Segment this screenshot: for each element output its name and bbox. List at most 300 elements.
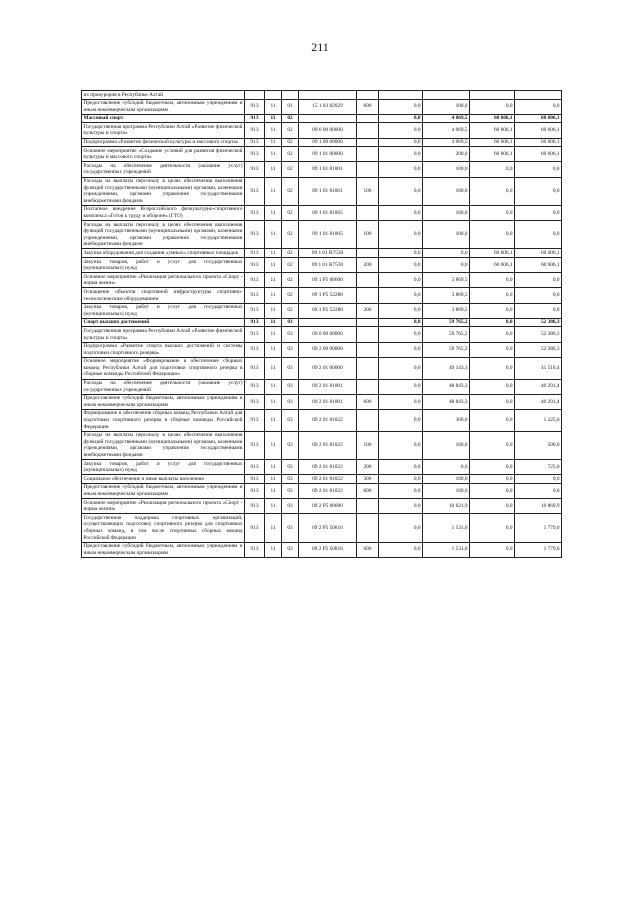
amount-col-3: 0,0 (470, 99, 515, 114)
amount-col-4: 52 386,3 (515, 318, 562, 327)
ministry-code: 913 (245, 221, 265, 249)
expense-type-code (357, 162, 379, 177)
subsection-code: 03 (282, 475, 299, 484)
amount-col-3: 0,0 (470, 162, 515, 177)
budget-item-name: Расходы на выплаты персоналу в целях обеспечения выполнения функций государственными (муниципальными) органами, казенными учреждениями, органами управления государственными внебюджетными фондами (83, 221, 243, 248)
expense-type-code (357, 205, 379, 220)
budget-item-name: Расходы на выплаты персоналу в целях обеспечения выполнения функций государственными (муниципальными) органами, казенными учреждениями, органами управления государственными внебюджетными фондами (83, 178, 243, 204)
expense-type-code: 200 (357, 258, 379, 273)
amount-col-4: 500,0 (515, 431, 562, 459)
amount-col-1: 0,0 (379, 514, 423, 542)
amount-col-1: 0,0 (379, 379, 423, 394)
target-article-code: 09 2 01 81022 (299, 431, 357, 459)
amount-col-4: 0,0 (515, 475, 562, 484)
table-row (82, 394, 562, 409)
amount-col-2: 49 143,3 (423, 357, 470, 379)
amount-col-3: 60 606,1 (470, 138, 515, 147)
ministry-code: 913 (245, 114, 265, 123)
ministry-code: 913 (245, 499, 265, 514)
budget-item-name: Спорт высших достижений (82, 318, 245, 327)
amount-col-1: 0,0 (379, 221, 423, 249)
section-code: 11 (265, 342, 282, 357)
table-row (82, 114, 562, 123)
section-code: 11 (265, 475, 282, 484)
ministry-code: 913 (245, 249, 265, 258)
amount-col-3: 0,0 (470, 394, 515, 409)
target-article-code: 09 2 01 81001 (299, 394, 357, 409)
section-code: 11 (265, 99, 282, 114)
amount-col-4: 52 386,3 (515, 342, 562, 357)
ministry-code: 913 (245, 460, 265, 475)
target-article-code: 09 1 P5 52280 (299, 303, 357, 318)
subsection-code: 03 (282, 460, 299, 475)
table-row (82, 249, 562, 258)
ministry-code: 913 (245, 318, 265, 327)
amount-col-4: 0,0 (515, 99, 562, 114)
table-row (82, 91, 562, 100)
section-code: 11 (265, 483, 282, 498)
target-article-code: 09 2 P5 00000 (299, 499, 357, 514)
subsection-code: 02 (282, 138, 299, 147)
ministry-code (245, 91, 265, 100)
amount-col-4: 41 516,4 (515, 357, 562, 379)
expense-type-code (357, 249, 379, 258)
amount-col-4: 60 606,1 (515, 138, 562, 147)
amount-col-4: 60 606,1 (515, 123, 562, 138)
amount-col-4: 1 779,0 (515, 542, 562, 557)
ministry-code: 913 (245, 162, 265, 177)
amount-col-3: 0,0 (470, 273, 515, 288)
amount-col-3: 0,0 (470, 342, 515, 357)
amount-col-2: 100,0 (423, 221, 470, 249)
expense-type-code: 600 (357, 542, 379, 557)
expense-type-code: 600 (357, 483, 379, 498)
amount-col-2: 59 765,2 (423, 327, 470, 342)
amount-col-1: 0,0 (379, 99, 423, 114)
target-article-code: 09 1 P5 00000 (299, 273, 357, 288)
budget-item-name: Расходы на выплаты персоналу в целях обеспечения выполнения функций государственными (муниципальными) органами, казенными учреждениями, органами управления государственными внебюджетными фондами (83, 432, 243, 458)
budget-item-name: Расходы на обеспечение деятельности (оказание услуг) государственных учреждений (83, 162, 243, 176)
amount-col-4: 725,0 (515, 460, 562, 475)
target-article-code (299, 91, 357, 100)
amount-col-4 (515, 91, 562, 100)
table-row (82, 147, 562, 162)
expense-type-code (357, 327, 379, 342)
table-row (82, 475, 562, 484)
amount-col-3: 0,0 (470, 499, 515, 514)
amount-col-1 (379, 91, 423, 100)
amount-col-1: 0,0 (379, 205, 423, 220)
subsection-code: 02 (282, 221, 299, 249)
amount-col-2: 100,0 (423, 162, 470, 177)
budget-item-name: Оснащение объектов спортивной инфраструктуры спортивно-технологическим оборудованием (83, 288, 243, 302)
target-article-code (299, 114, 357, 123)
expense-type-code (357, 357, 379, 379)
amount-col-1: 0,0 (379, 288, 423, 303)
subsection-code: 02 (282, 303, 299, 318)
budget-item-name: Подпрограмма «Развитие физической культуры и массового спорта» (82, 138, 245, 147)
amount-col-2: 300,0 (423, 409, 470, 431)
table-row (82, 483, 562, 498)
budget-table (81, 90, 562, 558)
amount-col-3: 60 606,1 (470, 147, 515, 162)
ministry-code: 913 (245, 99, 265, 114)
ministry-code: 913 (245, 177, 265, 205)
target-article-code: 09 2 00 00000 (299, 342, 357, 357)
amount-col-4: 0,0 (515, 177, 562, 205)
subsection-code: 03 (282, 394, 299, 409)
subsection-code: 02 (282, 177, 299, 205)
section-code: 11 (265, 318, 282, 327)
subsection-code: 03 (282, 342, 299, 357)
expense-type-code (357, 123, 379, 138)
amount-col-3: 0,0 (470, 460, 515, 475)
amount-col-3 (470, 91, 515, 100)
amount-col-1: 0,0 (379, 483, 423, 498)
amount-col-2: 100,0 (423, 475, 470, 484)
section-code: 11 (265, 460, 282, 475)
subsection-code: 03 (282, 357, 299, 379)
subsection-code: 03 (282, 499, 299, 514)
amount-col-2: 48 843,3 (423, 379, 470, 394)
ministry-code: 913 (245, 409, 265, 431)
amount-col-1: 0,0 (379, 273, 423, 288)
section-code: 11 (265, 221, 282, 249)
subsection-code: 02 (282, 249, 299, 258)
table-row (82, 99, 562, 114)
budget-item-name: Основное мероприятие «Создание условий для развития физической культуры и массового спорта» (83, 147, 243, 161)
amount-col-2: 100,0 (423, 177, 470, 205)
amount-col-3: 0,0 (470, 221, 515, 249)
table-row (82, 357, 562, 379)
section-code: 11 (265, 138, 282, 147)
section-code: 11 (265, 123, 282, 138)
amount-col-1: 0,0 (379, 258, 423, 273)
ministry-code: 913 (245, 483, 265, 498)
ministry-code: 913 (245, 303, 265, 318)
subsection-code: 03 (282, 514, 299, 542)
expense-type-code: 100 (357, 221, 379, 249)
subsection-code (282, 91, 299, 100)
table-row (82, 138, 562, 147)
target-article-code: 09 0 00 00000 (299, 123, 357, 138)
ministry-code: 913 (245, 394, 265, 409)
table-row (82, 342, 562, 357)
amount-col-4: 0,0 (515, 483, 562, 498)
target-article-code (299, 318, 357, 327)
target-article-code: 09 1 01 81001 (299, 177, 357, 205)
budget-item-name: Основное мероприятие «Формирование и обеспечение сборных команд Республики Алтай для подготовки спортивного резерва в сборные команды Российской Федерации» (83, 358, 243, 378)
subsection-code: 02 (282, 162, 299, 177)
amount-col-3: 0,0 (470, 205, 515, 220)
expense-type-code (357, 342, 379, 357)
table-row (82, 162, 562, 177)
ministry-code: 913 (245, 273, 265, 288)
amount-col-2: 59 765,2 (423, 318, 470, 327)
table-row (82, 514, 562, 542)
amount-col-1: 0,0 (379, 249, 423, 258)
target-article-code: 09 1 01 R7530 (299, 258, 357, 273)
subsection-code: 03 (282, 483, 299, 498)
amount-col-3: 0,0 (470, 514, 515, 542)
amount-col-2: 100,0 (423, 483, 470, 498)
amount-col-4: 40 291,4 (515, 394, 562, 409)
ministry-code: 913 (245, 357, 265, 379)
section-code: 11 (265, 357, 282, 379)
target-article-code: 09 1 01 81005 (299, 205, 357, 220)
subsection-code: 02 (282, 123, 299, 138)
table-row (82, 379, 562, 394)
amount-col-3: 0,0 (470, 379, 515, 394)
section-code: 11 (265, 379, 282, 394)
expense-type-code (357, 499, 379, 514)
amount-col-3: 0,0 (470, 431, 515, 459)
expense-type-code: 100 (357, 177, 379, 205)
amount-col-2: 48 843,3 (423, 394, 470, 409)
amount-col-2: 100,0 (423, 205, 470, 220)
budget-item-name: Расходы на обеспечение деятельности (оказание услуг) государственных учреждений (83, 380, 243, 393)
target-article-code: 09 1 01 R7530 (299, 249, 357, 258)
amount-col-4: 0,0 (515, 288, 562, 303)
table-row (82, 303, 562, 318)
table-row (82, 318, 562, 327)
table-row (82, 409, 562, 431)
section-code: 11 (265, 431, 282, 459)
section-code: 11 (265, 288, 282, 303)
expense-type-code (357, 114, 379, 123)
table-row (82, 460, 562, 475)
target-article-code: 09 2 01 81022 (299, 409, 357, 431)
amount-col-4: 0,0 (515, 273, 562, 288)
amount-col-1: 0,0 (379, 147, 423, 162)
budget-item-name: Социальное обеспечение и иные выплаты населению (82, 475, 245, 484)
amount-col-2: 0,0 (423, 460, 470, 475)
amount-col-1: 0,0 (379, 460, 423, 475)
amount-col-2: 4 069,5 (423, 123, 470, 138)
budget-item-name: Поэтапное внедрение Всероссийского физкультурно-спортивного комплекса «Готов к труду и обороне» (ГТО) (83, 206, 243, 219)
section-code: 11 (265, 409, 282, 431)
subsection-code: 01 (282, 99, 299, 114)
subsection-code: 02 (282, 258, 299, 273)
ministry-code: 913 (245, 475, 265, 484)
amount-col-1: 0,0 (379, 162, 423, 177)
subsection-code: 02 (282, 205, 299, 220)
amount-col-1: 0,0 (379, 303, 423, 318)
amount-col-4: 10 869,9 (515, 499, 562, 514)
table-row (82, 273, 562, 288)
amount-col-2: 3 869,5 (423, 303, 470, 318)
amount-col-2: 10 621,9 (423, 499, 470, 514)
expense-type-code: 600 (357, 99, 379, 114)
amount-col-3: 0,0 (470, 303, 515, 318)
amount-col-2 (423, 91, 470, 100)
amount-col-3: 0,0 (470, 357, 515, 379)
section-code: 11 (265, 514, 282, 542)
expense-type-code (357, 91, 379, 100)
expense-type-code: 200 (357, 303, 379, 318)
table-row (82, 258, 562, 273)
target-article-code: 09 2 01 81022 (299, 483, 357, 498)
table-row (82, 221, 562, 249)
budget-item-name: Предоставление субсидий бюджетным, автономным учреждениям и иным некоммерческим организациям (83, 543, 243, 556)
subsection-code: 03 (282, 542, 299, 557)
amount-col-3: 60 606,1 (470, 249, 515, 258)
subsection-code: 02 (282, 114, 299, 123)
amount-col-3: 0,0 (470, 475, 515, 484)
section-code: 11 (265, 114, 282, 123)
budget-item-name: Закупка товаров, работ и услуг для государственных (муниципальных) нужд (83, 258, 243, 272)
target-article-code: 09 1 01 81005 (299, 221, 357, 249)
amount-col-1: 0,0 (379, 318, 423, 327)
amount-col-1: 0,0 (379, 431, 423, 459)
table-row (82, 499, 562, 514)
amount-col-1: 0,0 (379, 342, 423, 357)
target-article-code: 09 2 01 81001 (299, 379, 357, 394)
amount-col-3: 60 606,1 (470, 258, 515, 273)
table-row (82, 327, 562, 342)
expense-type-code (357, 409, 379, 431)
subsection-code: 03 (282, 409, 299, 431)
expense-type-code (357, 138, 379, 147)
amount-col-4: 60 606,1 (515, 249, 562, 258)
amount-col-2: 0,0 (423, 249, 470, 258)
subsection-code: 03 (282, 379, 299, 394)
page-number: 211 (311, 40, 329, 54)
ministry-code: 913 (245, 258, 265, 273)
amount-col-2: 100,0 (423, 99, 470, 114)
expense-type-code: 600 (357, 394, 379, 409)
ministry-code: 913 (245, 431, 265, 459)
budget-item-name: Массовый спорт (82, 114, 245, 123)
ministry-code: 913 (245, 138, 265, 147)
target-article-code: 09 1 00 00000 (299, 138, 357, 147)
amount-col-1: 0,0 (379, 475, 423, 484)
amount-col-2: 200,0 (423, 147, 470, 162)
budget-item-name: Предоставление субсидий бюджетным, автономным учреждениям и иным некоммерческим организациям (83, 395, 243, 408)
table-row (82, 288, 562, 303)
section-code: 11 (265, 542, 282, 557)
amount-col-3: 0,0 (470, 177, 515, 205)
amount-col-4: 1 779,0 (515, 514, 562, 542)
amount-col-2: 1 531,0 (423, 514, 470, 542)
expense-type-code: 100 (357, 431, 379, 459)
section-code: 11 (265, 205, 282, 220)
amount-col-1: 0,0 (379, 123, 423, 138)
expense-type-code (357, 288, 379, 303)
section-code: 11 (265, 499, 282, 514)
budget-item-name: их прокуроров в Республике Алтай (82, 91, 245, 100)
budget-item-name: Предоставление субсидий бюджетным, автономным учреждениям и иным некоммерческим организациям (83, 100, 243, 113)
table-row (82, 177, 562, 205)
section-code: 11 (265, 327, 282, 342)
amount-col-3: 0,0 (470, 483, 515, 498)
section-code (265, 91, 282, 100)
section-code: 11 (265, 249, 282, 258)
amount-col-1: 0,0 (379, 542, 423, 557)
budget-item-name: Подпрограмма «Развитие спорта высших достижений и системы подготовки спортивного резерва» (83, 343, 243, 356)
subsection-code: 03 (282, 431, 299, 459)
subsection-code: 02 (282, 147, 299, 162)
expense-type-code (357, 514, 379, 542)
amount-col-2: 4 069,5 (423, 138, 470, 147)
target-article-code: 09 2 P5 50810 (299, 542, 357, 557)
amount-col-4: 60 606,1 (515, 114, 562, 123)
amount-col-2: 59 765,2 (423, 342, 470, 357)
amount-col-3: 0,0 (470, 327, 515, 342)
amount-col-4: 1 225,0 (515, 409, 562, 431)
expense-type-code (357, 147, 379, 162)
amount-col-1: 0,0 (379, 177, 423, 205)
expense-type-code: 200 (357, 460, 379, 475)
subsection-code: 02 (282, 273, 299, 288)
target-article-code: 09 2 01 81022 (299, 475, 357, 484)
ministry-code: 913 (245, 542, 265, 557)
amount-col-2: 0,0 (423, 258, 470, 273)
amount-col-4: 0,0 (515, 162, 562, 177)
budget-item-name: Закупка товаров, работ и услуг для государственных (муниципальных) нужд (83, 460, 243, 474)
target-article-code: 15 1 03 82029 (299, 99, 357, 114)
target-article-code: 09 2 01 00000 (299, 357, 357, 379)
amount-col-3: 0,0 (470, 409, 515, 431)
ministry-code: 913 (245, 342, 265, 357)
amount-col-4: 40 291,4 (515, 379, 562, 394)
target-article-code: 09 0 00 00000 (299, 327, 357, 342)
ministry-code: 913 (245, 288, 265, 303)
budget-item-name: Закупка оборудования для создания «умных» спортивных площадок (82, 249, 245, 258)
budget-item-name: Государственная программа Республики Алтай «Развитие физической культуры и спорта» (83, 327, 243, 341)
budget-item-name: Основное мероприятие «Реализация регионального проекта «Спорт - норма жизни» (83, 273, 243, 287)
expense-type-code (357, 273, 379, 288)
amount-col-1: 0,0 (379, 394, 423, 409)
section-code: 11 (265, 147, 282, 162)
ministry-code: 913 (245, 327, 265, 342)
amount-col-4: 60 606,1 (515, 147, 562, 162)
target-article-code: 09 1 01 00000 (299, 147, 357, 162)
amount-col-3: 0,0 (470, 318, 515, 327)
ministry-code: 913 (245, 123, 265, 138)
budget-item-name: Государственная программа Республики Алтай «Развитие физической культуры и спорта» (83, 123, 243, 137)
amount-col-3: 0,0 (470, 288, 515, 303)
amount-col-2: 100,0 (423, 431, 470, 459)
amount-col-1: 0,0 (379, 327, 423, 342)
budget-table-body (82, 91, 562, 558)
section-code: 11 (265, 303, 282, 318)
amount-col-4: 0,0 (515, 205, 562, 220)
section-code: 11 (265, 162, 282, 177)
table-row (82, 431, 562, 459)
section-code: 11 (265, 177, 282, 205)
amount-col-3: 0,0 (470, 542, 515, 557)
expense-type-code (357, 379, 379, 394)
amount-col-1: 0,0 (379, 499, 423, 514)
amount-col-4: 0,0 (515, 221, 562, 249)
amount-col-3: 60 606,1 (470, 114, 515, 123)
section-code: 11 (265, 273, 282, 288)
target-article-code: 09 2 P5 50810 (299, 514, 357, 542)
budget-item-name: Государственная поддержка спортивных организаций, осуществляющих подготовку спортивного резерва для спортивных сборных команд, в том числе спортивных сборных команд Российской Федерации (83, 514, 243, 541)
table-row (82, 205, 562, 220)
amount-col-3: 60 606,1 (470, 123, 515, 138)
subsection-code: 02 (282, 288, 299, 303)
table-row (82, 542, 562, 557)
target-article-code: 09 2 01 81022 (299, 460, 357, 475)
subsection-code: 03 (282, 327, 299, 342)
budget-item-name: Закупка товаров, работ и услуг для государственных (муниципальных) нужд (83, 304, 243, 317)
amount-col-2: 3 869,5 (423, 288, 470, 303)
budget-item-name: Формирование и обеспечение сборных команд Республики Алтай для подготовки спортивного резерва в сборные команды Российской Федерации (83, 410, 243, 430)
expense-type-code (357, 318, 379, 327)
ministry-code: 913 (245, 205, 265, 220)
